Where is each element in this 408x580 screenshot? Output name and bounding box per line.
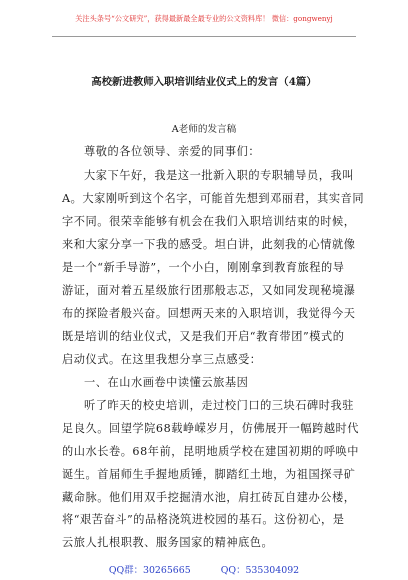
body-line: 诞生。首届师生手握地质锤，脚踏红土地，为祖国探寻矿 [62, 468, 356, 481]
body-line: 足良久。回望学院68载峥嵘岁月，仿佛展开一幅跨越时代 [62, 422, 360, 435]
body-line: 藏命脉。他们用双手挖掘清水池，肩扛砖瓦自建办公楼， [62, 491, 356, 504]
document-title: 高校新进教师入职培训结业仪式上的发言（4篇） [91, 76, 317, 88]
body-line: 既是培训的结业仪式，又是我们开启“教育带团”模式的 [62, 330, 345, 343]
footer-contact [0, 562, 408, 576]
body-line: 的山水长卷。68年前，昆明地质学校在建国初期的呼唤中 [62, 445, 360, 458]
footer-qq: QQ：535304092 [220, 565, 300, 576]
body-line: 是一个“新手导游”，一个小白，刚刚拿到教育旅程的导 [62, 261, 345, 274]
body-line: 尊敬的各位领导、亲爱的同事们： [84, 145, 261, 158]
footer-qq-group: QQ群：30265665 [108, 565, 191, 576]
body-line: 来和大家分享一下我的感受。坦白讲，此刻我的心情就像 [62, 238, 356, 251]
body-line: 游证，面对着五星级旅行团那般志忑，又如同发现秘境瀑 [62, 284, 356, 297]
section-heading: 一、在山水画卷中读懂云旅基因 [84, 376, 249, 389]
body-line: 听了昨天的校史培训，走过校门口的三块石碑时我驻 [84, 399, 354, 412]
body-line-last: 云旅人扎根职教、服务国家的精神底色。 [62, 536, 274, 549]
body-line: 将“艰苦奋斗”的品格浇筑进校园的基石。这份初心，是 [62, 513, 345, 526]
section-title: A老师的发言稿 [171, 124, 237, 135]
body-line: 字不同。很荣幸能够有机会在我们入职培训结束的时候， [62, 215, 356, 228]
body-line: 启动仪式。在这里我想分享三点感受： [62, 353, 262, 366]
body-line: A。大家刚听到这个名字，可能首先想到邓丽君，其实音同 [62, 192, 365, 205]
header-divider [52, 36, 356, 37]
body-line: 布的探险者般兴奋。回想两天来的入职培训，我觉得今天 [62, 307, 356, 320]
header-notice: 关注头条号“公文研究”，获得最新最全最专业的公文资料库！ 微信：gongwenyj [75, 14, 333, 23]
body-line: 大家下午好，我是这一批新入职的专职辅导员，我叫 [84, 169, 354, 182]
